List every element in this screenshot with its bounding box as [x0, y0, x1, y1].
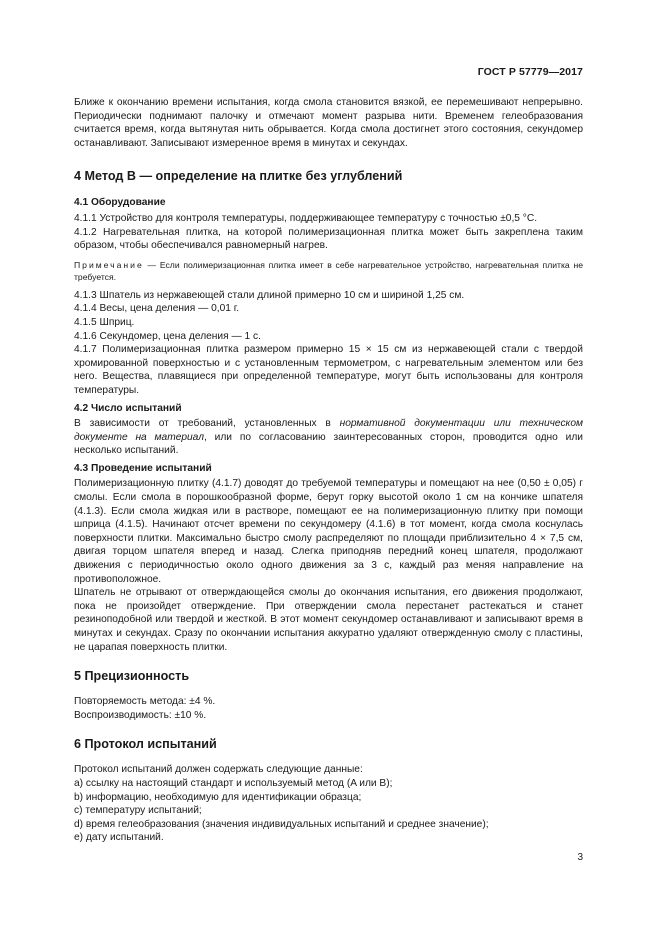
precision-repeatability: Повторяемость метода: ±4 %.	[74, 696, 216, 708]
precision-reproducibility: Воспроизводимость: ±10 %.	[74, 709, 207, 721]
report-item-b: b) информацию, необходимую для идентификации образца;	[74, 791, 362, 803]
item-4-1-3: 4.1.3 Шпатель из нержавеющей стали длиной примерно 10 см и шириной 1,25 см.	[74, 289, 465, 301]
item-4-1-4: 4.1.4 Весы, цена деления — 0,01 г.	[74, 303, 240, 315]
note-text: — Если полимеризационная плитка имеет в себе нагревательное устройство, нагревательная плитка не требуется.	[74, 259, 583, 282]
paragraph-4-3-1: Полимеризационную плитку (4.1.7) доводят до требуемой температуры и помещают на нее (0,50 ± 0,05) г смолы. Если смола в порошкообразной форме, берут горку высотой около 1 см на кончике шпателя (4.1.3). Если смола жидкая или в растворе, помещают ее на полимеризационную плитку при помощи шприца (4.1.5). Начинают отсчет времени по секундомеру (4.1.6) в тот момент, когда смола коснулась поверхности плитки. Максимально быстро смолу распределяют по площади приблизительно 4 × 7,5 см, двигая торцом шпателя вперед и назад. Слегка приподняв передний конец шпателя, продолжают движения с периодичностью около одного движения за 3 с, каждый раз меняя направление на противоположное.	[74, 478, 583, 585]
item-4-1-1: 4.1.1 Устройство для контроля температуры, поддерживающее температуру с точностью ±0,5 °C.	[74, 212, 538, 224]
paragraph-4-2	[74, 417, 583, 458]
document-body	[74, 96, 583, 845]
report-lead: Протокол испытаний должен содержать следующие данные:	[74, 764, 363, 776]
document-id-header: ГОСТ Р 57779—2017	[477, 66, 583, 78]
report-item-e: e) дату испытаний.	[74, 832, 164, 844]
subsection-4-1-heading: 4.1 Оборудование	[74, 197, 166, 209]
paragraph-4-2-part-b: , или по согласованию заинтересованных сторон, проводится одно или несколько испытаний.	[74, 431, 583, 457]
item-4-1-5: 4.1.5 Шприц.	[74, 316, 135, 328]
paragraph-4-2-italic: нормативной документации или техническом документе на материал	[74, 418, 583, 443]
note-label: Примечание	[74, 259, 144, 270]
section-5-heading: 5 Прецизионность	[74, 669, 190, 684]
report-item-a: a) ссылку на настоящий стандарт и используемый метод (A или B);	[74, 777, 393, 789]
item-4-1-2: 4.1.2 Нагревательная плитка, на которой полимеризационная плитка может быть закреплена таким образом, чтобы обеспечивался равномерный нагрев.	[74, 226, 583, 252]
report-item-d: d) время гелеобразования (значения индивидуальных испытаний и среднее значение);	[74, 818, 489, 830]
subsection-4-2-heading: 4.2 Число испытаний	[74, 402, 182, 414]
paragraph-4-3-2: Шпатель не отрывают от отверждающейся смолы до окончания испытания, его движения продолжают, пока не произойдет отверждение. При отверждении смола перестанет растекаться и станет резиноподобной или твердой и жесткой. В этот момент секундомер останавливают и записывают время в минутах и секундах. Сразу по окончании испытания аккуратно удаляют отвержденную смолу с пластины, не царапая поверхность плитки.	[74, 587, 583, 653]
report-item-c: c) температуру испытаний;	[74, 805, 202, 817]
item-4-1-7: 4.1.7 Полимеризационная плитка размером примерно 15 × 15 см из нержавеющей стали с твердой хромированной поверхностью и с установленным термометром, с нагревательным элементом или без него. Вещества, плавящиеся при определенной температуре, могут быть использованы для контроля температуры.	[74, 344, 583, 396]
note	[74, 259, 583, 283]
intro-paragraph: Ближе к окончанию времени испытания, когда смола становится вязкой, ее перемешивают непрерывно. Периодически поднимают палочку и отмечают момент разрыва нити. Временем гелеобразования считается время, когда вытянутая нить обрывается. Когда смола достигнет этого состояния, секундомер останавливают. Записывают измеренное время в минутах и секундах.	[74, 97, 583, 149]
section-4-heading: 4 Метод B — определение на плитке без углублений	[74, 169, 403, 184]
item-4-1-6: 4.1.6 Секундомер, цена деления — 1 с.	[74, 330, 261, 342]
subsection-4-3-heading: 4.3 Проведение испытаний	[74, 462, 212, 474]
section-6-heading: 6 Протокол испытаний	[74, 737, 217, 752]
page-number: 3	[577, 852, 583, 863]
paragraph-4-2-part-a: В зависимости от требований, установленных в	[74, 418, 340, 430]
